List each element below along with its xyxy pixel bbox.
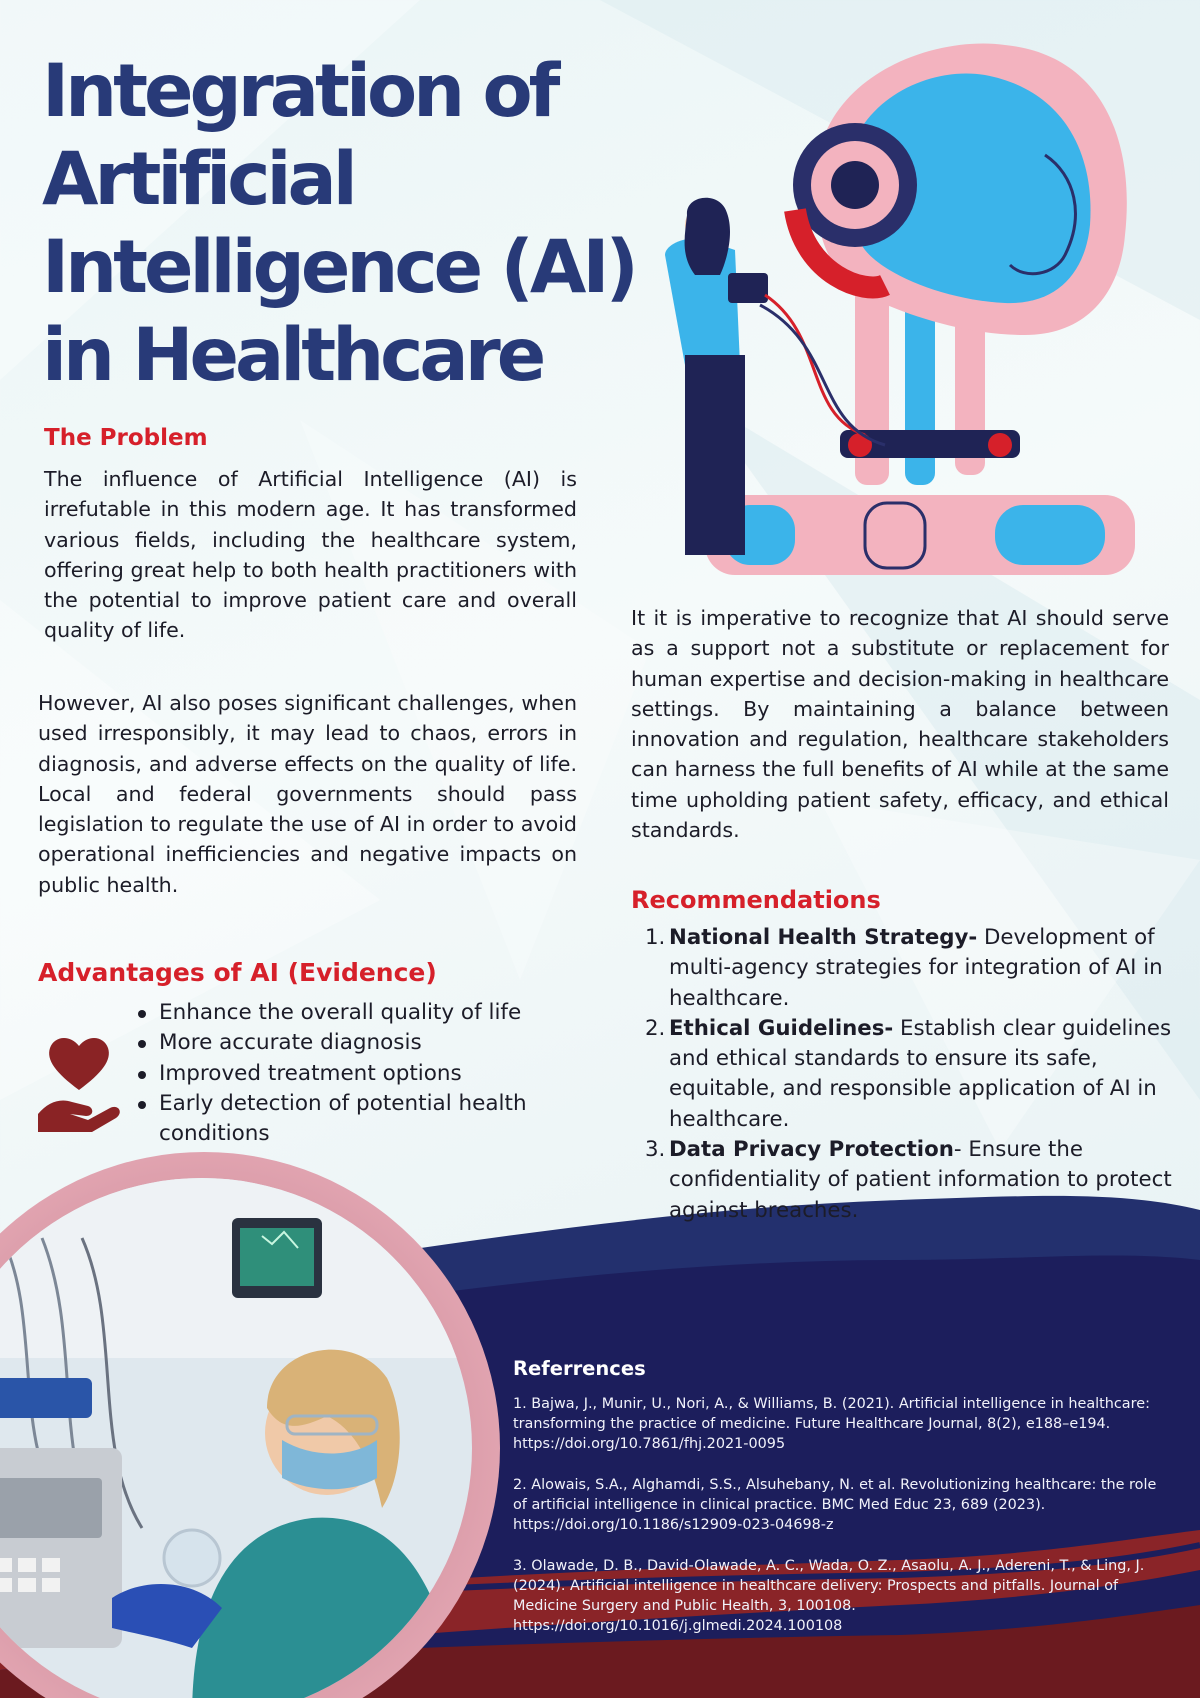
item-number: 1. bbox=[645, 925, 666, 950]
robot-doctor-illustration bbox=[665, 35, 1175, 595]
bullet-dot bbox=[138, 1101, 146, 1109]
list-item bbox=[134, 1059, 574, 1089]
list-item bbox=[134, 1028, 574, 1058]
bullet-dot bbox=[138, 1071, 146, 1079]
advantages-heading: Advantages of AI (Evidence) bbox=[38, 958, 437, 987]
item-number: 3. bbox=[645, 1137, 666, 1163]
title-line-4: in Healthcare bbox=[42, 313, 543, 398]
item-title: Ethical Guidelines- bbox=[669, 1015, 894, 1041]
item-text: Development of multi-agency strategies for integration of AI in healthcare. bbox=[669, 925, 1163, 1011]
item-title: Data Privacy Protection bbox=[669, 1137, 954, 1163]
item-number: 2. bbox=[645, 1015, 666, 1041]
list-item bbox=[645, 1135, 1175, 1226]
advantage-text: Improved treatment options bbox=[159, 1060, 462, 1086]
problem-heading: The Problem bbox=[44, 425, 208, 451]
references-section bbox=[513, 1357, 1173, 1657]
list-item bbox=[645, 1014, 1175, 1135]
support-paragraph: It it is imperative to recognize that AI should serve as a support not a substitute or replacement for human expertise and decision-making in healthcare settings. By maintaining a balance between innovation and regulation, healthcare stakeholders can harness the full benefits of AI while at the same time upholding patient safety, efficacy, and ethical standards. bbox=[631, 606, 1169, 843]
advantage-text: Enhance the overall quality of life bbox=[159, 1000, 522, 1025]
problem-paragraph-2: However, AI also poses significant challenges, when used irresponsibly, it may lead to chaos, errors in diagnosis, and adverse effects on the quality of life. Local and federal governments should pass legislation to regulate the use of AI in order to avoid operational inefficiencies and negative impacts on public health. bbox=[38, 691, 577, 897]
item-text: Establish clear guidelines and ethical standards to ensure its safe, equitable, and responsible application of AI in healthcare. bbox=[669, 1015, 1172, 1132]
heart-in-hand-icon bbox=[36, 1028, 122, 1134]
reference-item: 2. Alowais, S.A., Alghamdi, S.S., Alsuhebany, N. et al. Revolutionizing healthcare: the role of artificial intelligence in clinical practice. BMC Med Educ 23, 689 (2023). https://doi.org/10.1186/s12909-023-04698-z bbox=[513, 1477, 1157, 1533]
item-text: - Ensure the confidentiality of patient information to protect against breaches. bbox=[669, 1137, 1172, 1223]
item-title: National Health Strategy- bbox=[669, 925, 978, 950]
recommendations-list bbox=[645, 923, 1175, 1226]
advantage-text: More accurate diagnosis bbox=[159, 1030, 422, 1056]
title-line-3: Intelligence (AI) bbox=[42, 225, 635, 310]
bullet-dot bbox=[138, 1010, 146, 1018]
references-heading: Referrences bbox=[513, 1357, 646, 1380]
problem-paragraph-1: The influence of Artificial Intelligence (AI) is irrefutable in this modern age. It has transformed various fields, including the healthcare system, offering great help to both health practitioners with the potential to improve patient care and overall quality of life. bbox=[44, 467, 577, 643]
reference-item: 1. Bajwa, J., Munir, U., Nori, A., & Williams, B. (2021). Artificial intelligence in healthcare: transforming the practice of medicine. Future Healthcare Journal, 8(2), e188–e194. https://doi.org/10.7861/fhj.2021-0095 bbox=[513, 1396, 1150, 1452]
title-line-1: Integration of bbox=[42, 49, 557, 134]
list-item bbox=[134, 1089, 574, 1150]
reference-item: 3. Olawade, D. B., David-Olawade, A. C., Wada, O. Z., Asaolu, A. J., Adereni, T., & Ling, J. (2024). Artificial intelligence in healthcare delivery: Prospects and pitfalls. Journal of Medicine Surgery and Public Health, 3, 100108. https://doi.org/10.1016/j.glmedi.2024.100108 bbox=[513, 1558, 1145, 1634]
advantages-list bbox=[134, 998, 574, 1149]
title-line-2: Artificial bbox=[42, 137, 354, 222]
list-item bbox=[645, 923, 1175, 1014]
bullet-dot bbox=[138, 1040, 146, 1048]
advantage-text: Early detection of potential health conditions bbox=[159, 1090, 527, 1147]
recommendations-heading: Recommendations bbox=[631, 886, 881, 914]
poster-title bbox=[42, 48, 682, 400]
list-item bbox=[134, 998, 574, 1028]
